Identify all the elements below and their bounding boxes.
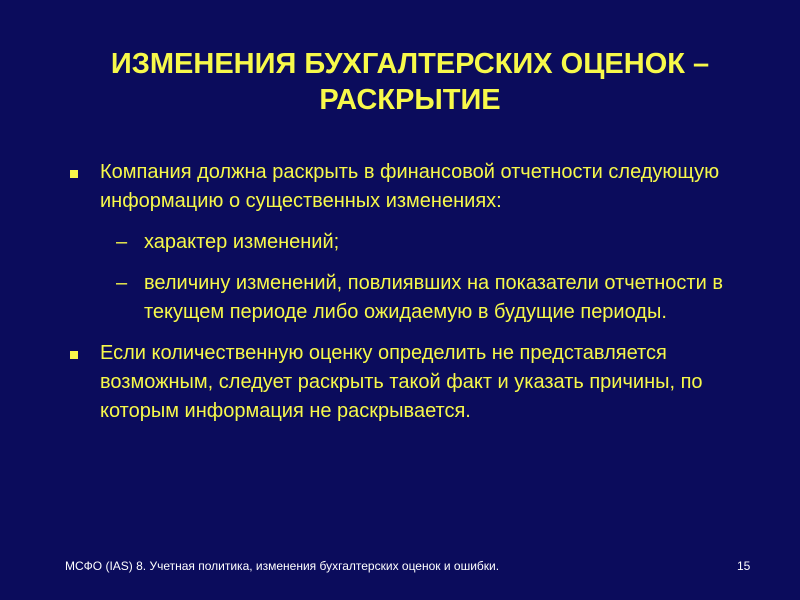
sub-item xyxy=(60,269,750,327)
square-bullet-icon xyxy=(70,170,78,178)
dash-marker: – xyxy=(116,231,128,253)
bullet-item xyxy=(60,339,750,426)
sub-item-text: величину изменений, повлиявших на показатели отчетности в текущем периоде либо ожидаемую в будущие периоды. xyxy=(144,272,723,323)
bullet-text: Компания должна раскрыть в финансовой отчетности следующую информацию о существенных изменениях: xyxy=(100,161,720,212)
sub-item-text: характер изменений; xyxy=(144,231,340,253)
bullet-item xyxy=(60,158,750,216)
page-number: 15 xyxy=(737,559,751,573)
slide-title: ИЗМЕНЕНИЯ БУХГАЛТЕРСКИХ ОЦЕНОК – РАСКРЫТИЕ xyxy=(110,48,710,116)
bullet-text: Если количественную оценку определить не представляется возможным, следует раскрыть такой факт и указать причины, по которым информация не раскрывается. xyxy=(100,342,703,422)
slide-body xyxy=(60,158,750,438)
slide-footer: МСФО (IAS) 8. Учетная политика, изменения бухгалтерских оценок и ошибки. xyxy=(65,559,500,573)
sub-item xyxy=(60,228,750,257)
dash-marker: – xyxy=(116,272,128,294)
square-bullet-icon xyxy=(70,351,78,359)
